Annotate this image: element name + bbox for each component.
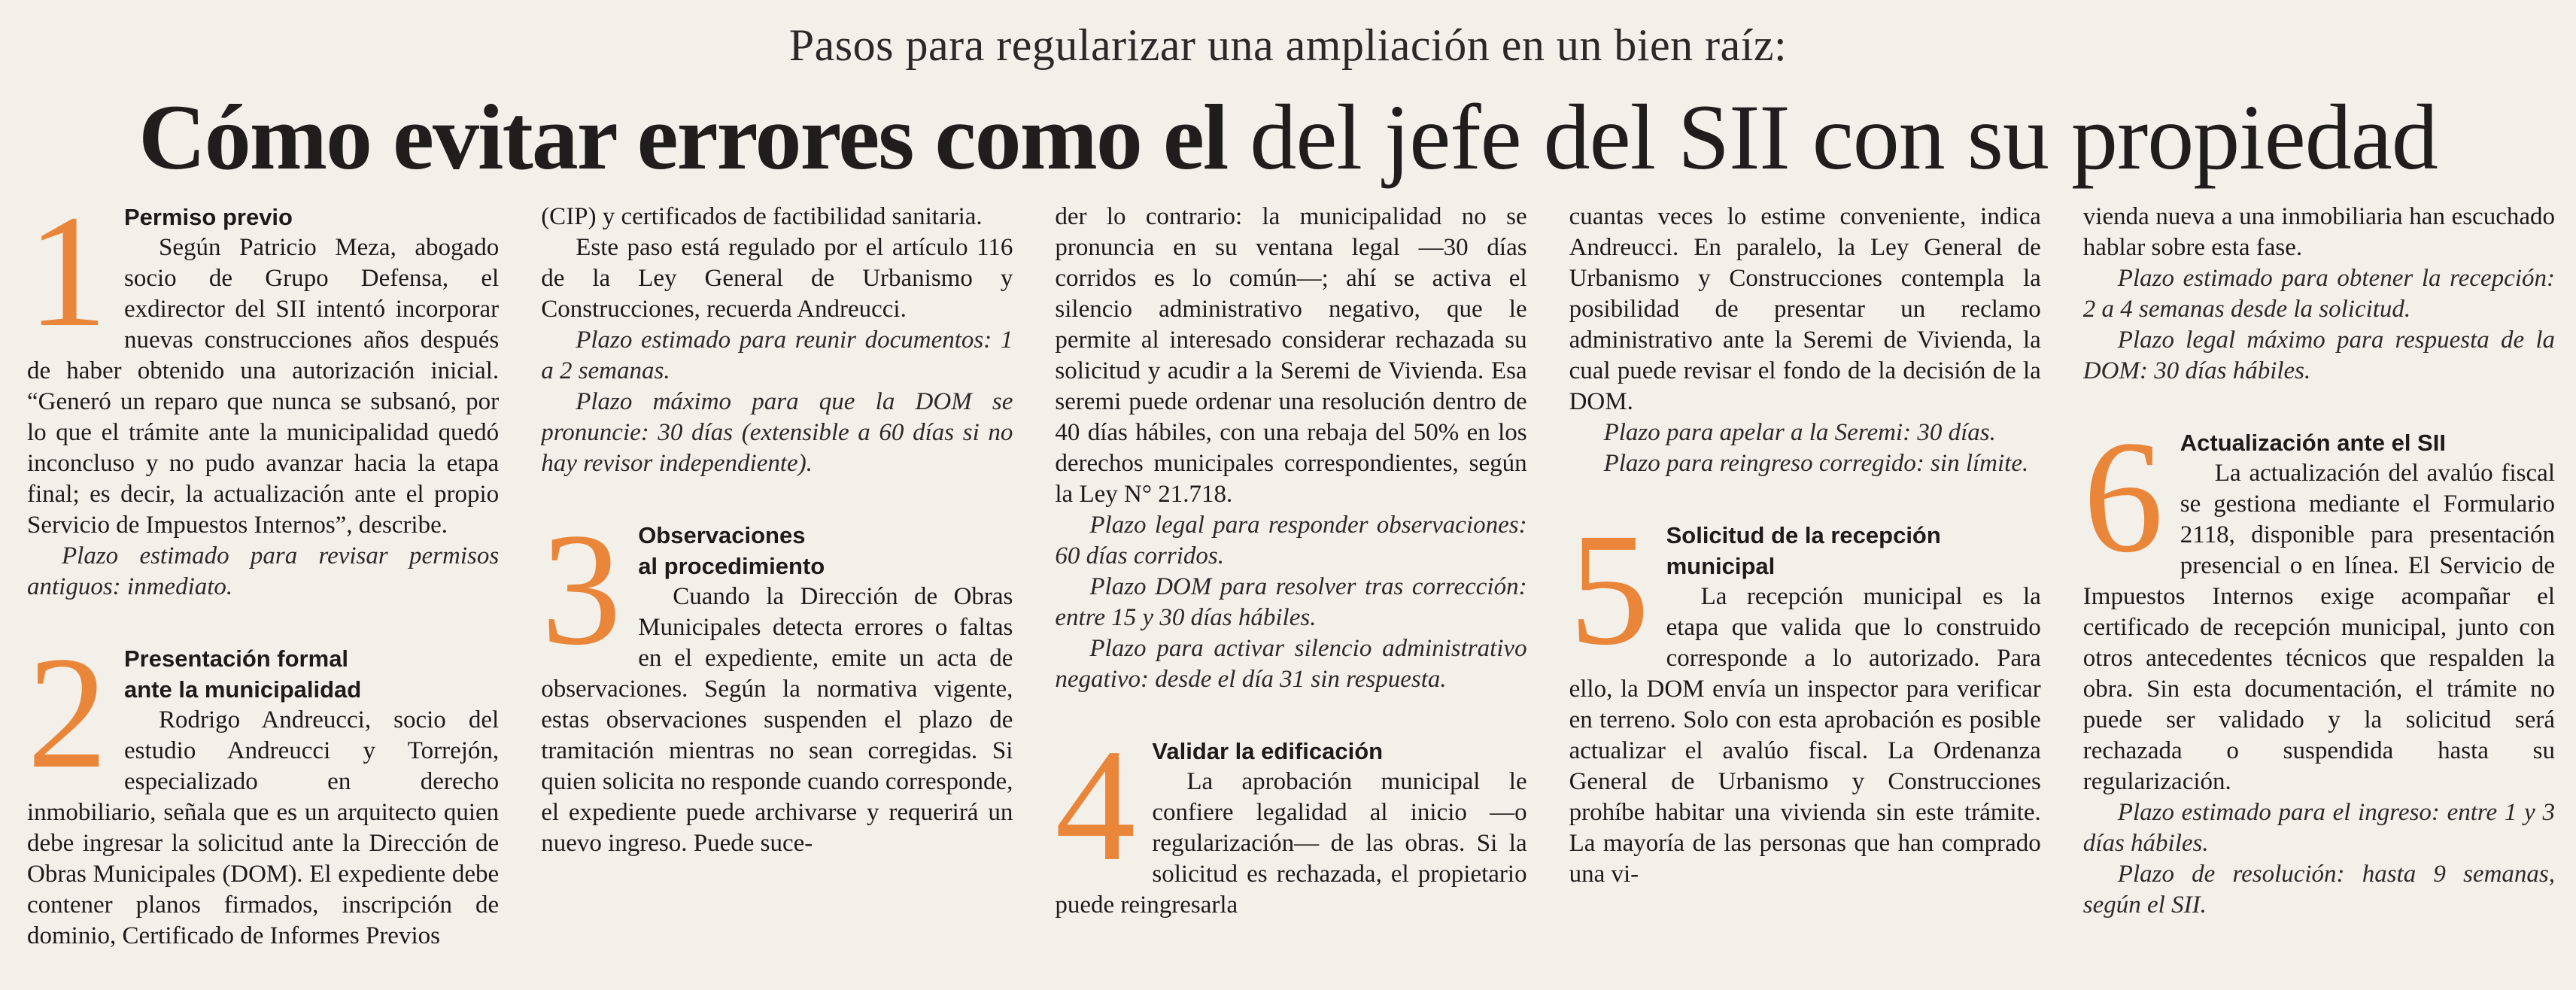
deadline-note: Plazo legal para responder observaciones: 60 días corridos.: [1055, 512, 1527, 569]
step-3: [541, 500, 1013, 859]
step-2-title-line-2: ante la municipalidad: [124, 676, 362, 703]
deadline-note: Plazo DOM para resolver tras corrección: entre 15 y 30 días hábiles.: [1055, 573, 1527, 631]
deadline-note: Plazo para apelar a la Seremi: 30 días.: [1603, 419, 1996, 446]
step-2-title-line-1: Presentación formal: [124, 645, 349, 672]
article-body: [27, 202, 2555, 984]
column-2: [541, 202, 1013, 984]
step-6-number: 6: [2082, 408, 2164, 586]
deadline-note: Plazo máximo para que la DOM se pronuncie: 30 días (extensible a 60 días si no hay revisor independiente).: [541, 388, 1013, 477]
step-1: [27, 202, 499, 603]
deadline-note: Plazo estimado para el ingreso: entre 1 y 3 días hábiles.: [2082, 799, 2555, 857]
paragraph: vienda nueva a una inmobiliaria han escuchado hablar sobre esta fase.: [2082, 203, 2555, 261]
step-2: [27, 624, 500, 952]
deadline-note: Plazo para reingreso corregido: sin límite.: [1603, 450, 2029, 477]
deadline-note: Plazo estimado para reunir documentos: 1 a 2 semanas.: [541, 326, 1013, 384]
deadline-note: Plazo de resolución: hasta 9 semanas, según el SII.: [2082, 861, 2555, 919]
paragraph: La actualización del avalúo fiscal se gestiona mediante el Formulario 2118, disponible para presentación presencial o en línea. El Servicio de Impuestos Internos exige acompañar el certificado de recepción municipal, junto con otros antecedentes técnicos que respalden la obra. Sin esta documentación, el trámite no puede ser validado y la solicitud será rechazada o suspendida hasta su regularización.: [2082, 460, 2555, 795]
column-5: [2083, 202, 2555, 984]
column-3: [1055, 202, 1526, 984]
paragraph: cuantas veces lo estime conveniente, indica Andreucci. En paralelo, la Ley General de Urbanismo y Construcciones contempla la posibilidad de presentar un reclamo administrativo ante la Seremi de Vivienda, la cual puede revisar el fondo de la decisión de la DOM.: [1569, 203, 2041, 415]
deadline-note: Plazo estimado para obtener la recepción: 2 a 4 semanas desde la solicitud.: [2082, 265, 2555, 323]
paragraph: Este paso está regulado por el artículo 116 de la Ley General de Urbanismo y Construcciones, recuerda Andreucci.: [541, 234, 1013, 323]
deadline-note: Plazo legal máximo para respuesta de la DOM: 30 días hábiles.: [2082, 326, 2555, 384]
step-4-number: 4: [1055, 716, 1136, 894]
step-5-number: 5: [1569, 500, 1650, 679]
headline-regular: del jefe del SII con su propiedad: [1227, 86, 2438, 189]
step-3-title-line-2: al procedimiento: [638, 553, 825, 579]
step-4: [1055, 716, 1527, 921]
step-5-title-line-2: municipal: [1666, 553, 1776, 579]
paragraph: (CIP) y certificados de factibilidad sanitaria.: [541, 203, 983, 230]
deadline-note: Plazo para activar silencio administrativo negativo: desde el día 31 sin respuesta.: [1055, 635, 1527, 693]
paragraph: Según Patricio Meza, abogado socio de Grupo Defensa, el exdirector del SII intentó incorporar nuevas construcciones años después de haber obtenido una autorización inicial. “Generó un reparo que nunca se subsanó, por lo que el trámite ante la municipalidad quedó inconcluso y no pudo avanzar hacia la etapa final; es decir, la actualización ante el propio Servicio de Impuestos Internos”, describe.: [27, 234, 500, 539]
paragraph: La recepción municipal es la etapa que valida que lo construido corresponde a lo autorizado. Para ello, la DOM envía un inspector para verificar en terreno. Solo con esta aprobación es posible actualizar el avalúo fiscal. La Ordenanza General de Urbanismo y Construcciones prohíbe habitar una vivienda sin este trámite. La mayoría de las personas que han comprado una vi-: [1569, 583, 2041, 888]
step-6-title: Actualización ante el SII: [2180, 430, 2446, 456]
deadline-note: Plazo estimado para revisar permisos antiguos: inmediato.: [27, 542, 500, 600]
step-2-number: 2: [27, 624, 108, 802]
column-4: [1569, 202, 2041, 984]
paragraph: La aprobación municipal le confiere legalidad al inicio —o regularización— de las obras. Si la solicitud es rechazada, el propietario puede reingresarla: [1055, 768, 1527, 919]
step-3-number: 3: [541, 500, 622, 679]
step-3-title-line-1: Observaciones: [638, 522, 806, 548]
column-1: [27, 202, 499, 984]
article-headline: [0, 81, 2576, 194]
paragraph: Cuando la Dirección de Obras Municipales detecta errores o faltas en el expediente, emite un acta de observaciones. Según la normativa vigente, estas observaciones suspenden el plazo de tramitación mientras no sean corregidas. Si quien solicita no responde cuando corresponde, el expediente puede archivarse y requerirá un nuevo ingreso. Puede suce-: [541, 583, 1013, 857]
step-5: [1569, 500, 2041, 890]
paragraph: Rodrigo Andreucci, socio del estudio Andreucci y Torrejón, especializado en derecho inmobiliario, señala que es un arquitecto quien debe ingresar la solicitud ante la Dirección de Obras Municipales (DOM). El expediente debe contener planos firmados, inscripción de dominio, Certificado de Informes Previos: [27, 706, 500, 949]
step-1-title: Permiso previo: [124, 204, 293, 230]
step-4-title: Validar la edificación: [1152, 738, 1384, 764]
step-6: [2082, 408, 2555, 921]
article-kicker: Pasos para regularizar una ampliación en un bien raíz:: [788, 20, 1788, 70]
step-1-number: 1: [27, 202, 108, 360]
step-5-title-line-1: Solicitud de la recepción: [1666, 522, 1941, 548]
paragraph: der lo contrario: la municipalidad no se pronuncia en su ventana legal —30 días corridos es lo común—; ahí se activa el silencio administrativo negativo, que le permite al interesado considerar rechazada su solicitud y acudir a la Seremi de Vivienda. Esa seremi puede ordenar una resolución dentro de 40 días hábiles, con una rebaja del 50% en los derechos municipales correspondientes, según la Ley N° 21.718.: [1055, 203, 1527, 508]
headline-bold: Cómo evitar errores como el: [138, 86, 1228, 189]
